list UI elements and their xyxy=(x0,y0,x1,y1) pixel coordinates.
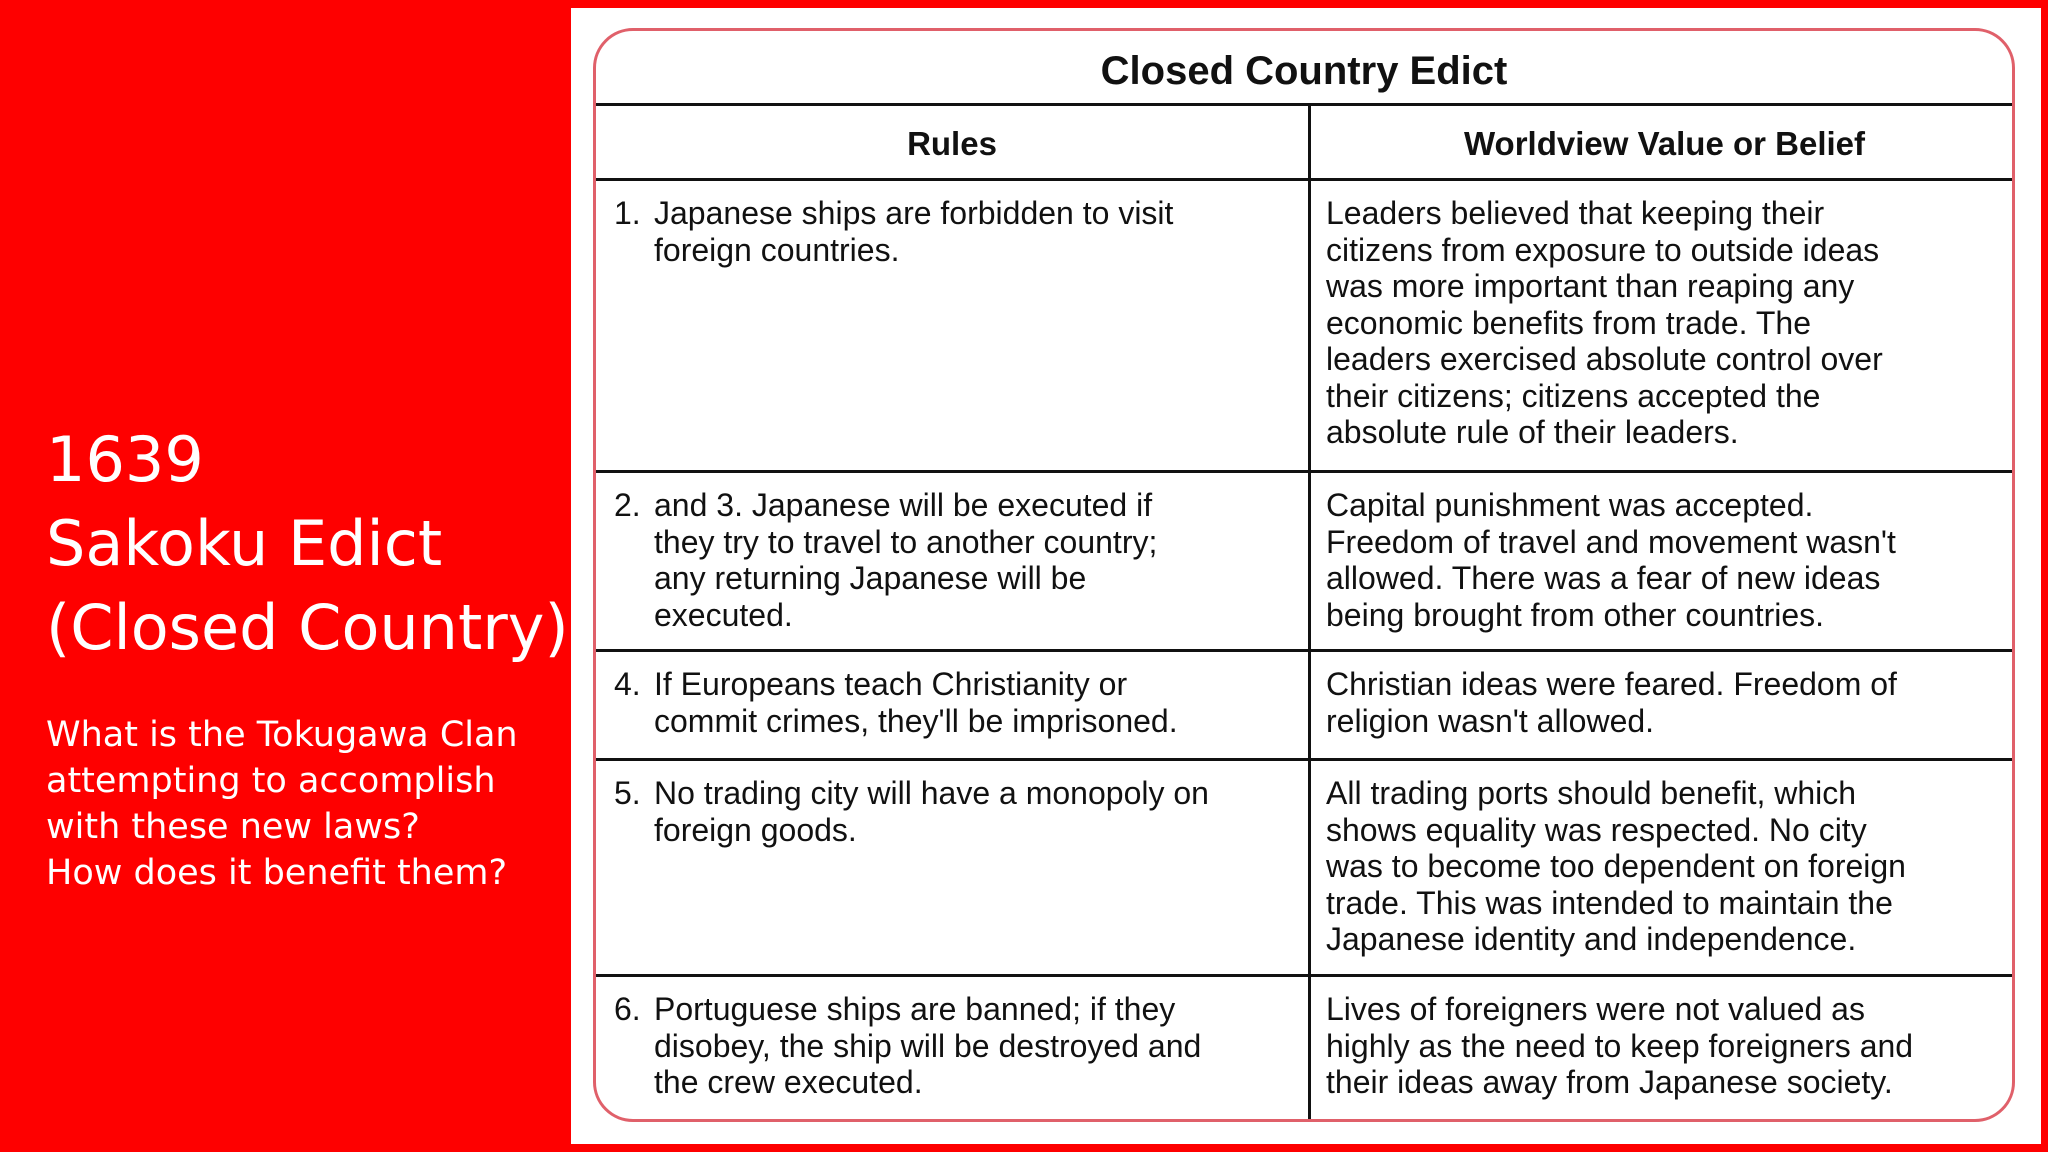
rule-number: 6. xyxy=(614,991,641,1027)
edict-table xyxy=(593,28,2015,1122)
table-title: Closed Country Edict xyxy=(596,31,2012,106)
header-belief: Worldview Value or Belief xyxy=(1463,125,1865,162)
rule-line: they try to travel to another country; xyxy=(654,523,1158,560)
belief-line: their citizens; citizens accepted the xyxy=(1326,377,1821,414)
slide-title-year: 1639 xyxy=(46,423,204,496)
rule-cell xyxy=(614,652,1294,758)
belief-line: religion wasn't allowed. xyxy=(1326,702,1655,739)
rule-text xyxy=(614,487,1294,633)
belief-line: was more important than reaping any xyxy=(1326,268,1855,304)
belief-cell xyxy=(1326,977,2006,1122)
rule-line: and 3. Japanese will be executed if xyxy=(654,487,1153,523)
belief-line: being brought from other countries. xyxy=(1326,596,1825,633)
belief-cell xyxy=(1326,652,2006,758)
rule-text xyxy=(614,666,1294,739)
table-image-panel xyxy=(571,8,2041,1144)
belief-cell xyxy=(1326,473,2006,649)
belief-line: was to become too dependent on foreign xyxy=(1326,848,1906,884)
table-row xyxy=(596,473,2012,652)
belief-line: their ideas away from Japanese society. xyxy=(1326,1064,1893,1100)
rule-cell xyxy=(614,977,1294,1122)
rule-text xyxy=(614,991,1294,1101)
rule-line: the crew executed. xyxy=(654,1064,923,1100)
table-row xyxy=(596,761,2012,977)
rule-cell xyxy=(614,181,1294,470)
belief-line: citizens from exposure to outside ideas xyxy=(1326,231,1880,268)
rule-cell xyxy=(614,761,1294,974)
belief-line: Japanese identity and independence. xyxy=(1326,921,1857,957)
rule-text xyxy=(614,195,1294,268)
question-line: with these new laws? xyxy=(46,807,420,847)
table-grid xyxy=(596,106,2012,1119)
rule-number: 1. xyxy=(614,195,641,231)
slide-title-subtitle: (Closed Country) xyxy=(46,591,569,664)
belief-line: highly as the need to keep foreigners and xyxy=(1326,1027,1914,1064)
question-line: How does it benefit them? xyxy=(46,853,508,893)
rule-number: 5. xyxy=(614,775,641,811)
belief-line: Christian ideas were feared. Freedom of xyxy=(1326,666,1897,702)
belief-line: Leaders believed that keeping their xyxy=(1326,195,1825,231)
belief-cell xyxy=(1326,761,2006,974)
rule-line: If Europeans teach Christianity or xyxy=(654,666,1128,702)
belief-line: Freedom of travel and movement wasn't xyxy=(1326,523,1896,560)
rule-cell xyxy=(614,473,1294,649)
belief-line: shows equality was respected. No city xyxy=(1326,811,1867,848)
belief-line: allowed. There was a fear of new ideas xyxy=(1326,560,1881,596)
rule-line: No trading city will have a monopoly on xyxy=(654,775,1209,811)
belief-line: Capital punishment was accepted. xyxy=(1326,487,1814,523)
rule-line: foreign goods. xyxy=(654,811,857,848)
slide-title-name: Sakoku Edict xyxy=(46,507,443,580)
rule-text xyxy=(614,775,1294,848)
question-line: attempting to accomplish xyxy=(46,761,496,801)
belief-line: absolute rule of their leaders. xyxy=(1326,414,1739,450)
rule-line: executed. xyxy=(654,596,793,633)
slide-question xyxy=(46,712,566,896)
table-header-row xyxy=(596,106,2012,181)
table-row xyxy=(596,181,2012,473)
belief-line: All trading ports should benefit, which xyxy=(1326,775,1857,811)
rule-line: Portuguese ships are banned; if they xyxy=(654,991,1176,1027)
slide-title xyxy=(46,418,569,670)
rule-line: disobey, the ship will be destroyed and xyxy=(654,1027,1202,1064)
belief-line: economic benefits from trade. The xyxy=(1326,304,1811,341)
rule-line: Japanese ships are forbidden to visit xyxy=(654,195,1174,231)
rule-line: any returning Japanese will be xyxy=(654,560,1087,596)
table-row xyxy=(596,652,2012,761)
belief-line: Lives of foreigners were not valued as xyxy=(1326,991,1865,1027)
belief-line: trade. This was intended to maintain the xyxy=(1326,884,1893,921)
rule-line: foreign countries. xyxy=(654,231,900,268)
slide-left-panel xyxy=(0,0,570,1152)
rule-number: 2. xyxy=(614,487,641,523)
header-rules: Rules xyxy=(907,125,997,162)
rule-line: commit crimes, they'll be imprisoned. xyxy=(654,702,1178,739)
question-line: What is the Tokugawa Clan xyxy=(46,715,518,755)
rule-number: 4. xyxy=(614,666,641,702)
table-row xyxy=(596,977,2012,1122)
belief-cell xyxy=(1326,181,2006,470)
belief-line: leaders exercised absolute control over xyxy=(1326,341,1883,377)
